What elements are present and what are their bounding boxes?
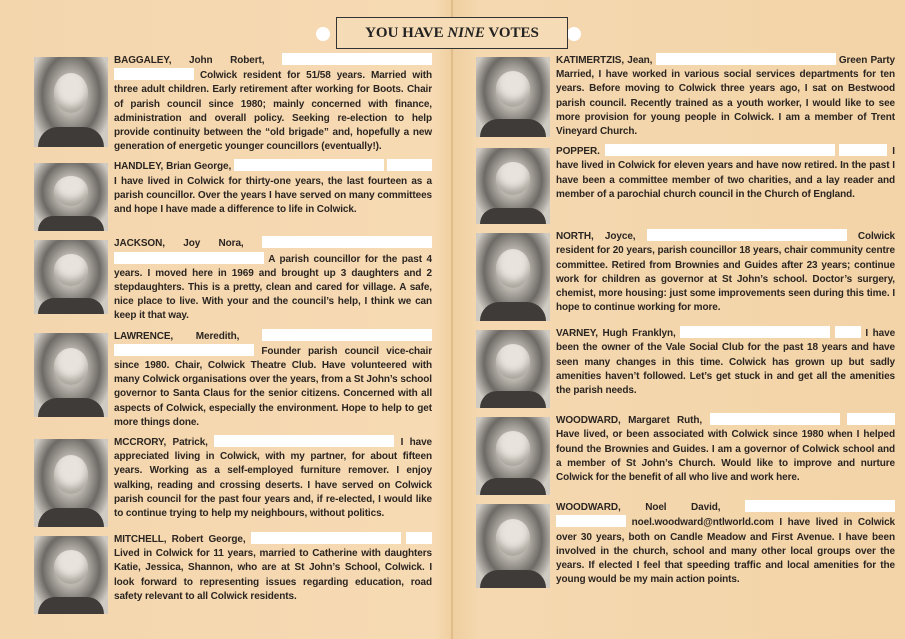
redacted-address <box>835 326 861 338</box>
page-fold <box>451 0 453 639</box>
punch-hole <box>316 27 330 41</box>
candidate-name: MITCHELL, Robert George, <box>114 534 246 546</box>
candidate-entry <box>556 144 895 202</box>
candidate-name: VARNEY, Hugh Franklyn, <box>556 328 676 340</box>
redacted-address <box>387 159 432 171</box>
candidate-name: NORTH, Joyce, <box>556 231 636 243</box>
candidate-name: POPPER. <box>556 146 600 158</box>
candidate-name: LAWRENCE, Meredith, <box>114 330 240 342</box>
redacted-address <box>114 252 264 264</box>
redacted-address <box>839 144 887 156</box>
candidate-entry <box>556 229 895 315</box>
candidate-photo <box>476 148 550 224</box>
candidate-statement: Colwick resident for 20 years, parish councillor 18 years, chair community centre committee. Retired from Brownies and Guides after 23 years; continue work for children as governor at St John’s school. Doctor’s surgery, chemist, more housing: just some improvements seen during this time. I hope to continue working for more. <box>556 231 895 314</box>
candidate-row <box>34 329 432 430</box>
candidate-photo <box>476 417 550 495</box>
candidate-row <box>34 532 432 614</box>
candidate-name: BAGGALEY, John Robert, <box>114 55 265 66</box>
candidate-photo <box>476 57 550 137</box>
candidate-statement: Have lived, or been associated with Colwick since 1980 when I helped found the Brownies and Guides. I am a governor of Colwick school and a member of St John’s Church. Would like to improve and nurture Colwick for the benefit of all who live and work here. <box>556 429 895 484</box>
redacted-address <box>656 53 836 65</box>
candidate-statement: I have lived in Colwick for thirty-one years, the last fourteen as a parish councillor. Over the years I have served on many committees and hope I have made a difference to life in Colwick. <box>114 175 432 216</box>
candidate-statement: I have lived in Colwick for eleven years and have now retired. In the past I have been a committee member of two charities, and a lay reader and member of a parochial church council in the Church of England. <box>556 146 895 200</box>
candidate-row <box>34 159 432 231</box>
candidate-entry <box>114 53 432 154</box>
candidate-statement: Founder parish council vice-chair since 1980. Chair, Colwick Theatre Club. Have volunteered with many Colwick organisations over the years, from a St John’s school governor to Santa Claus for the senior citizens. Concerned with all aspects of Colwick, especially the environment. Hope to help to get more things done. <box>114 345 432 428</box>
candidate-statement: Colwick resident for 51/58 years. Married with three adult children. Early retirement after working for Boots. Chair of parish council since 1980; mainly concerned with finance, administration and overall policy. Seeking re-election to help provide continuity between the “old brigade” and, hopefully a new generation of energetic younger councillors (eventually!). <box>114 70 432 153</box>
candidate-row <box>476 326 895 408</box>
candidate-statement: A parish councillor for the past 4 years. I moved here in 1969 and brought up 3 daughters and 2 stepdaughters. This is a pretty, clean and cared for village. A safe, nice place to live. With your and the council’s help, I think we can keep it that way. <box>114 253 432 322</box>
candidate-row <box>476 500 895 588</box>
candidate-row <box>34 53 432 154</box>
candidate-statement: I have appreciated living in Colwick, with my partner, for about fifteen years. Working as a self-employed furniture remover. I enjoy walking, reading and crossing deserts. I have served on Colwick parish council for the past four years and, if re-elected, I would like to continue trying to help my neighbours, without politics. <box>114 437 432 520</box>
redacted-address <box>214 435 394 447</box>
candidate-statement: noel.woodward@ntlworld.com I have lived in Colwick over 30 years, both on Candle Meadow and First Avenue. I have been involved in the church, school and many other local groups over the years. If elected I feel that speeding traffic and local amenities for the young would be my main action points. <box>556 517 895 586</box>
redacted-address <box>114 68 194 80</box>
redacted-address <box>847 413 895 425</box>
candidate-statement: I have been the owner of the Vale Social Club for the past 18 years and have seen many changes in this time. Colwick has grown up but sadly amenities haven’t followed. Let’s get stuck in and get all the amenities the parish needs. <box>556 328 896 397</box>
candidate-photo <box>34 333 108 417</box>
redacted-address <box>605 144 835 156</box>
redacted-address <box>406 532 432 544</box>
redacted-address <box>745 500 895 512</box>
candidate-name: JACKSON, Joy Nora, <box>114 238 244 250</box>
candidate-photo <box>476 330 550 408</box>
title-emphasis: NINE <box>447 25 485 41</box>
right-column <box>476 53 895 588</box>
redacted-address <box>114 344 254 356</box>
candidate-photo <box>476 233 550 321</box>
candidate-entry <box>556 413 895 485</box>
candidate-photo <box>34 439 108 527</box>
candidate-name: HANDLEY, Brian George, <box>114 161 232 173</box>
candidate-name: KATIMERTZIS, Jean, <box>556 55 653 66</box>
redacted-address <box>262 329 432 341</box>
candidate-entry <box>556 326 895 398</box>
candidate-statement: Green Party Married, I have worked in various social services departments for ten years. Before moving to Colwick three years ago, I sat on Bestwood parish council. Recently trained as a youth worker, I would like to see more provision for young people in Colwick. I am a member of Trent Vineyard Church. <box>556 55 895 138</box>
candidate-photo <box>34 240 108 314</box>
page-title: YOU HAVE NINE VOTES <box>336 17 568 49</box>
redacted-address <box>262 236 432 248</box>
redacted-address <box>251 532 401 544</box>
redacted-address <box>556 515 626 527</box>
candidate-row <box>34 236 432 323</box>
candidate-row <box>476 53 895 139</box>
candidate-photo <box>34 57 108 147</box>
candidate-photo <box>34 163 108 231</box>
candidate-entry <box>114 236 432 323</box>
candidate-entry <box>556 53 895 139</box>
candidate-entry <box>114 329 432 430</box>
left-column <box>34 53 432 614</box>
candidate-photo <box>476 504 550 588</box>
candidate-photo <box>34 536 108 614</box>
redacted-address <box>710 413 840 425</box>
candidate-name: WOODWARD, Margaret Ruth, <box>556 415 703 427</box>
candidate-row <box>34 435 432 527</box>
redacted-address <box>647 229 847 241</box>
candidate-row <box>476 229 895 321</box>
redacted-address <box>680 326 830 338</box>
candidate-entry <box>114 435 432 521</box>
candidate-name: WOODWARD, Noel David, <box>556 502 721 514</box>
candidate-entry <box>114 532 432 604</box>
candidate-entry <box>556 500 895 587</box>
redacted-address <box>282 53 432 65</box>
candidate-row <box>476 413 895 495</box>
candidate-row <box>476 144 895 224</box>
candidate-statement: Lived in Colwick for 11 years, married to Catherine with daughters Katie, Jessica, Shannon, who are at St John’s School, Colwick. I look forward to representing issues regarding education, road safety relevant to all Colwick residents. <box>114 548 432 602</box>
redacted-address <box>234 159 384 171</box>
candidate-name: MCCRORY, Patrick, <box>114 437 208 449</box>
punch-hole <box>567 27 581 41</box>
candidate-entry <box>114 159 432 217</box>
